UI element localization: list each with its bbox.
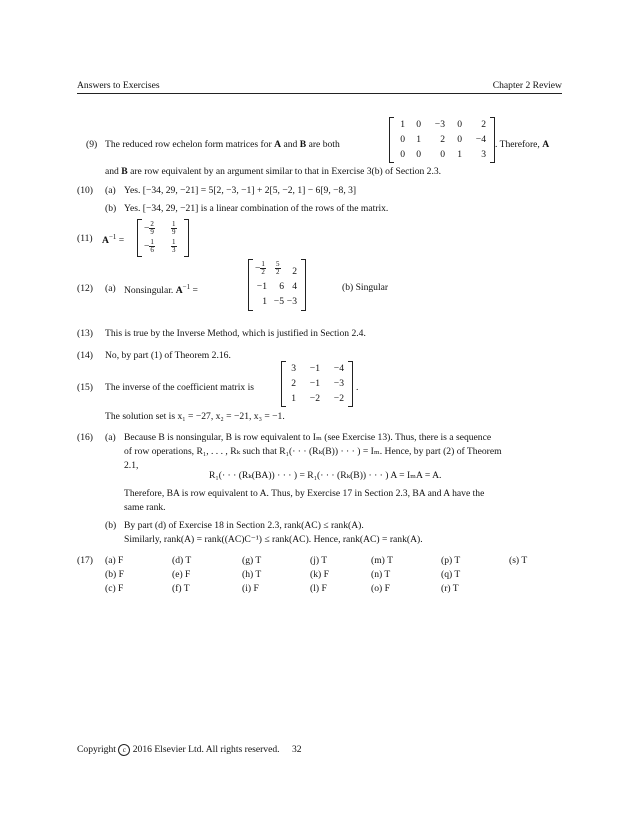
matrix-cell: −4 bbox=[333, 363, 344, 374]
exercise-15-solution: The solution set is x₁ = −27, x₂ = −21, x₃ = −1. bbox=[105, 411, 285, 422]
matrix-cell: −3 bbox=[333, 378, 344, 389]
answer-item: (l) F bbox=[310, 583, 327, 594]
exercise-11-matrix bbox=[137, 219, 189, 257]
exercise-16a-label: (a) bbox=[105, 432, 116, 443]
answer-item: (g) T bbox=[242, 555, 262, 566]
answer-item: (r) T bbox=[441, 583, 459, 594]
exercise-16a-line4: Therefore, BA is row equivalent to A. Thus, by Exercise 17 in Section 2.3, BA and A have the bbox=[124, 488, 485, 499]
exercise-12-matrix bbox=[248, 259, 306, 311]
exercise-16a-equation: R₁(· · · (Rₖ(BA)) · · · ) = R₁(· · · (Rₖ(B)) · · · ) A = IₘA = A. bbox=[209, 470, 442, 481]
exercise-17-number: (17) bbox=[77, 555, 93, 566]
answer-item: (i) F bbox=[242, 583, 259, 594]
answer-item: (j) T bbox=[310, 555, 328, 566]
footer-copyright: Copyright c 2016 Elsevier Ltd. All rights reserved. 32 bbox=[77, 744, 302, 756]
exercise-14-text: No, by part (1) of Theorem 2.16. bbox=[105, 350, 231, 361]
answer-item: (q) T bbox=[441, 569, 461, 580]
exercise-9-text: The reduced row echelon form matrices for A and B are both bbox=[105, 139, 340, 150]
matrix-cell: 1 bbox=[457, 149, 462, 160]
matrix-cell: $\frac{1}{9}$ bbox=[172, 220, 176, 236]
exercise-10b-text: Yes. [−34, 29, −21] is a linear combination of the rows of the matrix. bbox=[124, 203, 389, 214]
matrix-cell: −4 bbox=[475, 134, 486, 145]
answer-item: (b) F bbox=[105, 569, 124, 580]
matrix-cell: 6 bbox=[279, 281, 284, 292]
exercise-14-number: (14) bbox=[77, 350, 93, 361]
matrix-cell: 0 bbox=[440, 149, 445, 160]
matrix-cell: 2 bbox=[292, 266, 297, 277]
matrix-cell: 0 bbox=[416, 119, 421, 130]
running-header-right: Chapter 2 Review bbox=[492, 80, 562, 91]
exercise-15-text: The inverse of the coefficient matrix is bbox=[105, 382, 255, 393]
exercise-15-matrix bbox=[281, 361, 353, 407]
exercise-12a-label: (a) bbox=[105, 283, 116, 294]
exercise-16a-line5: same rank. bbox=[124, 502, 166, 513]
exercise-11-number: (11) bbox=[77, 233, 93, 244]
matrix-cell: 0 bbox=[400, 134, 405, 145]
matrix-cell: 1 bbox=[291, 393, 296, 404]
answer-item: (p) T bbox=[441, 555, 461, 566]
copyright-symbol-icon: c bbox=[118, 744, 130, 756]
matrix-cell: −5 bbox=[273, 296, 284, 307]
matrix-cell: 2 bbox=[481, 119, 486, 130]
exercise-16a-line1: Because B is nonsingular, B is row equivalent to Iₘ (see Exercise 13). Thus, there is a sequence bbox=[124, 432, 492, 443]
answer-item: (s) T bbox=[509, 555, 528, 566]
exercise-12-number: (12) bbox=[77, 283, 93, 294]
exercise-16b-line2: Similarly, rank(A) = rank((AC)C⁻¹) ≤ rank(AC). Hence, rank(AC) = rank(A). bbox=[124, 534, 423, 545]
matrix-cell: − $\frac{1}{2}$ bbox=[255, 260, 265, 276]
exercise-10-number: (10) bbox=[77, 185, 93, 196]
page-number: 32 bbox=[291, 744, 302, 756]
exercise-16b-line1: By part (d) of Exercise 18 in Section 2.3, rank(AC) ≤ rank(A). bbox=[124, 520, 364, 531]
matrix-cell: 0 bbox=[457, 134, 462, 145]
matrix-cell: 0 bbox=[416, 149, 421, 160]
answer-item: (f) T bbox=[172, 583, 190, 594]
exercise-13-text: This is true by the Inverse Method, which is justified in Section 2.4. bbox=[105, 328, 366, 339]
answer-item: (h) T bbox=[242, 569, 262, 580]
matrix-cell: 1 bbox=[416, 134, 421, 145]
exercise-9-number: (9) bbox=[86, 139, 98, 150]
exercise-13-number: (13) bbox=[77, 328, 93, 339]
matrix-cell: 1 bbox=[400, 119, 405, 130]
matrix-cell: $\frac{1}{3}$ bbox=[172, 238, 176, 254]
exercise-11-lhs: $A^{-1}$ = bbox=[102, 233, 125, 247]
matrix-cell: −2 bbox=[333, 393, 344, 404]
answer-item: (d) T bbox=[172, 555, 192, 566]
matrix-cell: 2 bbox=[291, 378, 296, 389]
matrix-cell: 0 bbox=[400, 149, 405, 160]
exercise-15-period: . bbox=[356, 382, 359, 393]
exercise-16b-label: (b) bbox=[105, 520, 117, 531]
answer-item: (m) T bbox=[371, 555, 393, 566]
exercise-16a-line2: of row operations, R₁, . . . , Rₖ such that R₁(· · · (Rₖ(B)) · · · ) = Iₘ. Hence, by part (2) of Theorem bbox=[124, 446, 502, 457]
exercise-9-after: . Therefore, A bbox=[495, 139, 550, 150]
matrix-cell: −3 bbox=[286, 296, 297, 307]
answer-item: (n) T bbox=[371, 569, 391, 580]
matrix-cell: −2 bbox=[309, 393, 320, 404]
matrix-cell: 3 bbox=[481, 149, 486, 160]
answer-item: (c) F bbox=[105, 583, 124, 594]
exercise-10a-text: Yes. [−34, 29, −21] = 5[2, −3, −1] + 2[5, −2, 1] − 6[9, −8, 3] bbox=[124, 185, 357, 196]
matrix-cell: 0 bbox=[457, 119, 462, 130]
exercise-15-number: (15) bbox=[77, 382, 93, 393]
matrix-cell: −1 bbox=[309, 378, 320, 389]
exercise-10b-label: (b) bbox=[105, 203, 117, 214]
running-header-left: Answers to Exercises bbox=[77, 80, 160, 91]
exercise-16a-line3: 2.1, bbox=[124, 460, 139, 471]
matrix-cell: 2 bbox=[440, 134, 445, 145]
matrix-cell: −1 bbox=[309, 363, 320, 374]
exercise-10a-label: (a) bbox=[105, 185, 116, 196]
answer-item: (e) F bbox=[172, 569, 191, 580]
answer-item: (k) F bbox=[310, 569, 329, 580]
matrix-cell: −3 bbox=[434, 119, 445, 130]
matrix-cell: − $\frac{2}{9}$ bbox=[144, 220, 154, 236]
exercise-16-number: (16) bbox=[77, 432, 93, 443]
matrix-cell: $\frac{5}{2}$ bbox=[276, 260, 280, 276]
header-rule bbox=[77, 93, 562, 94]
exercise-12b-text: (b) Singular bbox=[342, 282, 389, 293]
exercise-12a-text: Nonsingular. $A^{-1}$ = bbox=[124, 283, 198, 297]
exercise-9-matrix bbox=[389, 117, 495, 163]
matrix-cell: 1 bbox=[262, 296, 267, 307]
matrix-cell: 4 bbox=[292, 281, 297, 292]
matrix-cell: 3 bbox=[291, 363, 296, 374]
answer-item: (o) F bbox=[371, 583, 390, 594]
exercise-9-line2: and B are row equivalent by an argument similar to that in Exercise 3(b) of Section 2.3. bbox=[105, 166, 442, 177]
matrix-cell: − $\frac{1}{6}$ bbox=[144, 238, 154, 254]
matrix-cell: −1 bbox=[256, 281, 267, 292]
answer-item: (a) F bbox=[105, 555, 124, 566]
